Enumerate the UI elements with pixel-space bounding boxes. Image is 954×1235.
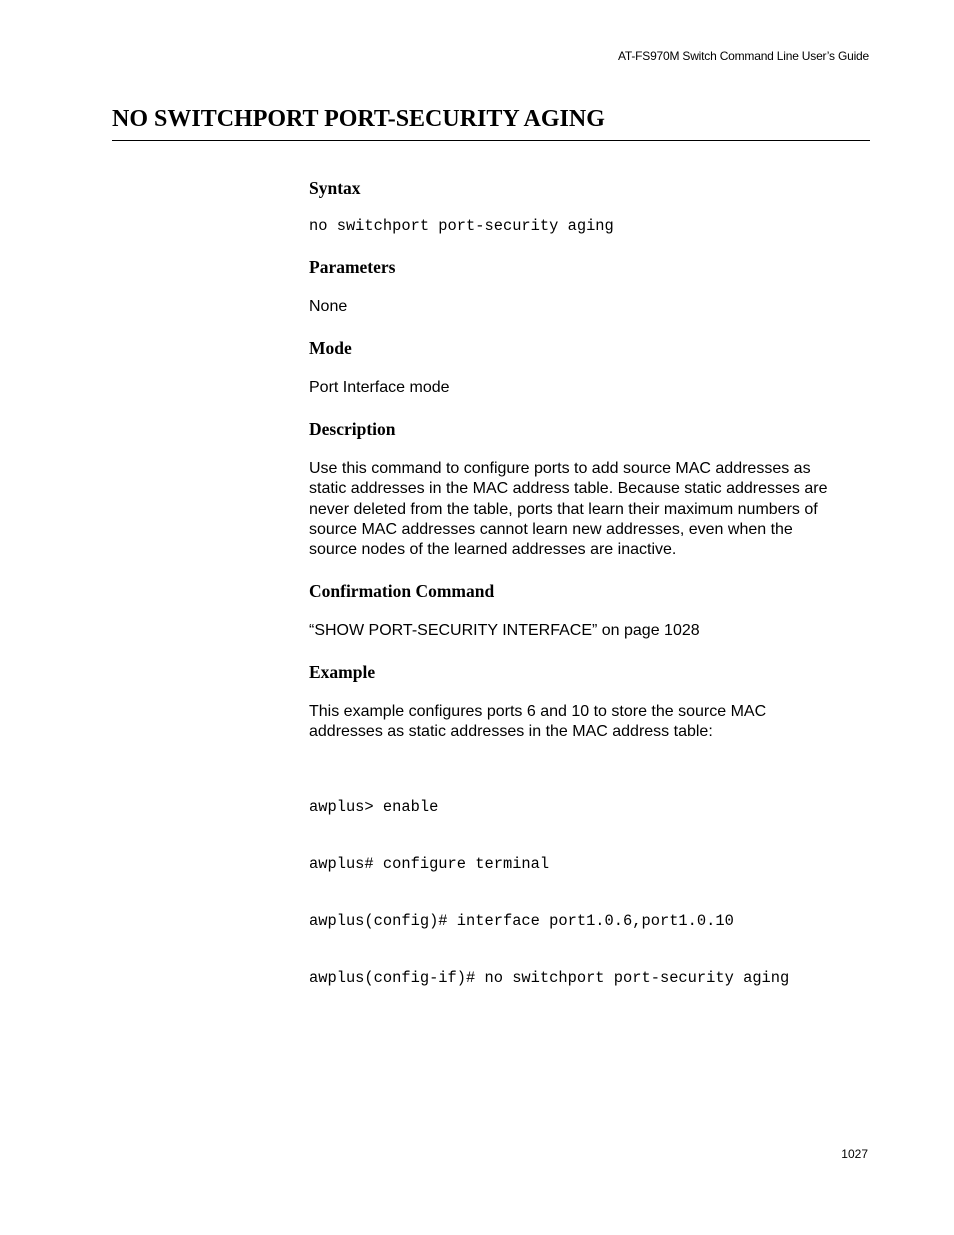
confirmation-heading: Confirmation Command: [309, 581, 495, 601]
syntax-code: no switchport port-security aging: [309, 217, 614, 235]
page-title: NO SWITCHPORT PORT-SECURITY AGING: [112, 106, 605, 132]
description-line: static addresses in the MAC address table. Because static addresses are: [309, 480, 828, 498]
description-line: source MAC addresses cannot learn new addresses, even when the: [309, 520, 793, 538]
description-paragraph: [309, 459, 874, 560]
code-line: awplus(config)# interface port1.0.6,port1.0.10: [309, 912, 734, 930]
syntax-heading: Syntax: [309, 178, 361, 198]
description-line: never deleted from the table, ports that learn their maximum numbers of: [309, 500, 818, 518]
example-heading: Example: [309, 662, 376, 682]
title-divider: [112, 140, 870, 141]
code-line: awplus(config-if)# no switchport port-security aging: [309, 969, 790, 987]
example-paragraph: [309, 702, 874, 743]
confirmation-link[interactable]: “SHOW PORT-SECURITY INTERFACE” on page 1028: [309, 622, 700, 639]
code-line: awplus> enable: [309, 798, 439, 816]
page-number: 1027: [841, 1147, 868, 1161]
example-line: addresses as static addresses in the MAC address table:: [309, 723, 713, 741]
code-line: awplus# configure terminal: [309, 855, 550, 873]
parameters-text: None: [309, 298, 348, 315]
mode-text: Port Interface mode: [309, 379, 450, 396]
example-code-block: [309, 760, 789, 1026]
description-line: source nodes of the learned addresses are inactive.: [309, 541, 677, 559]
description-heading: Description: [309, 419, 396, 439]
parameters-heading: Parameters: [309, 257, 396, 277]
example-line: This example configures ports 6 and 10 to store the source MAC: [309, 703, 767, 720]
description-line: Use this command to configure ports to add source MAC addresses as: [309, 460, 811, 477]
mode-heading: Mode: [309, 338, 352, 358]
running-header: AT-FS970M Switch Command Line User’s Guide: [617, 49, 869, 63]
